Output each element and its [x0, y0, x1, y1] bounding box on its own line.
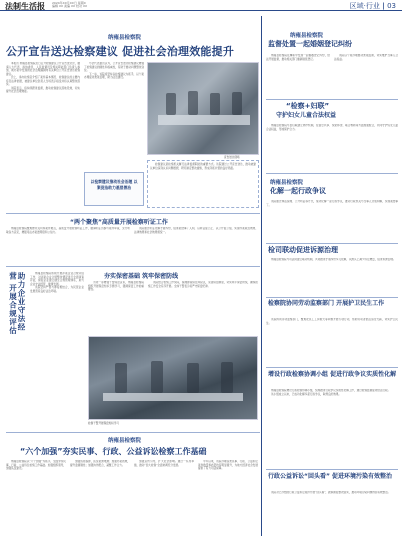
lead-kicker: 纳雍县检察院 — [108, 35, 142, 41]
article-3-body-b: 该院结合检察工作实际，梳理排查保密风险点，完善保密制度，切实筑牢保密防线，确保检察工作安全有序开展。全体干警表示将严守保密纪律。 — [148, 281, 258, 288]
lead-body-col2: 与会代表委员认为，公开宣告送达检察建议增强了检察建议的刚性和权威性，有助于推动问题整改到位。 下一步，该院将坚持以检察建议为抓手，以个案办理促进类案治理，助力法治建设。 — [84, 62, 144, 79]
masthead: 法制生活报 — [5, 2, 45, 11]
header-editors: 编辑 XX 美编 XX 校对 XX — [52, 4, 88, 9]
side-5-title: 检察院协同劳动监察部门 开展护卫民生工作 — [268, 300, 385, 307]
article-3-title: 夯实保密基础 筑牢保密防线 — [104, 273, 179, 280]
bottom-body-col3: 加强宣传引导，扩大社会影响。通过一系列举措，推动“四大检察”全面协调充分发展。 — [134, 460, 194, 467]
pull-quote: 以检察建议推动社会治理 以案促治助力基层善治 — [84, 172, 144, 206]
side-1-title: 监督处置一起婚姻登记纠纷 — [268, 40, 352, 48]
bottom-body-col4: 今年以来，该院办理各类民事、行政、公益诉讼案件数量和质量均有明显提升，为地方经济社会发展提供了有力司法保障。 — [198, 460, 258, 470]
bottom-title: “六个加强”夯实民事、行政、公益诉讼检察工作基础 — [20, 447, 207, 456]
vertical-article-title: 助力企业守法经营 开展合规评估 — [8, 272, 26, 336]
section-name: 区域·行业 — [349, 2, 380, 10]
lead-photo-caption: 宣告送达现场 — [224, 156, 240, 159]
side-6-title: 增设行政检察协调小组 促进行政争议实质性化解 — [268, 371, 397, 378]
bottom-kicker: 纳雍县检察院 — [108, 438, 142, 444]
lead-body-col1: 本报讯 纳雍县检察院近日召开检察建议公开宣告送达会，邀请人大代表、政协委员、人民监督员及相关职能部门负责人参加，就办案中发现的社会治理漏洞向有关单位公开宣告送达检察建议。 会上，承办检察官介绍了案件基本情况、检察建议的主要内容及法律依据，被建议单位负责人当场表示接受并将认真整改落实。 该院表示，将持续跟进监督，推动检察建议落地见效，切实提升社会治理效能。 — [6, 62, 80, 93]
section-label: 区域·行业 | 03 — [349, 2, 396, 10]
article-3-body-a: 为进一步增强干警保密意识，纳雍县检察院组织开展保密知识专题学习，强调保密工作的重要性。 — [88, 281, 144, 291]
vertical-article-body: 纳雍县检察院积极开展涉案企业合规评估工作，对涉案企业合规整改情况进行全面审查评估，督促企业建立健全合规管理体系，助力企业守法经营、健康发展。 该院坚持严管与厚爱相结合，为民营企业发展营造良好法治环境。 — [30, 272, 84, 293]
divider-3 — [6, 432, 260, 433]
side-3-kicker: 纳雍县检察院 — [270, 180, 304, 186]
lead-title: 公开宣告送达检察建议 促进社会治理效能提升 — [6, 45, 235, 58]
article-2-body-left: 纳雍县检察院聚焦群众关切和案件难点，高质量开展检察听证工作，邀请听证员参与案件审查，充分听取各方意见，增强司法办案透明度和公信力。 — [6, 227, 130, 234]
article-3-photo — [88, 336, 258, 420]
side-1-kicker: 纳雍县检察院 — [290, 33, 324, 39]
lead-body-col3: 检察建议是检察机关履行法律监督职能的重要方式。该院通过公开宣告送达，推动被建议单位深刻认识问题根源，研究制定整改措施，形成齐抓共管的良好局面。 — [147, 160, 259, 208]
page-number: 03 — [387, 2, 396, 10]
side-1-body-b: 该院以个案办理推动类案监督，切实维护当事人合法权益。 — [334, 54, 398, 61]
article-2-title: “两个聚焦”高质量开展检察听证工作 — [70, 219, 168, 226]
side-4-body: 纳雍县检察院与司法局建立联动机制，共同推进矛盾纠纷多元化解，从源头上减少诉讼增量，促进诉源治理。 — [271, 258, 396, 261]
side-3-body: 该院通过释法说理、公开听证等方式，成功化解一起行政争议，推动行政机关与当事人达成和解，实现案结事了。 — [266, 200, 398, 207]
side-divider-1 — [266, 99, 398, 100]
side-divider-6 — [266, 469, 398, 470]
side-2-subtitle: 守护妇女儿童合法权益 — [276, 112, 337, 119]
side-5-body: 该院协同劳动监察部门，聚焦农民工工资拖欠等问题开展专项行动，帮助劳动者依法追讨欠薪，切实护卫民生。 — [266, 318, 398, 325]
column-divider — [261, 16, 262, 536]
side-1-body-a: 纳雍县检察院在履职中发现一起婚姻登记纠纷，依法开展监督，推动相关部门撤销错误登记。 — [266, 54, 330, 61]
side-3-title: 化解一起行政争议 — [270, 187, 326, 195]
article-2-body-right: 该院通过听证化解矛盾纠纷，促进案结事了人和，以听证促公正、以公开促公信，实现办案政治效果、法律效果和社会效果相统一。 — [134, 227, 258, 234]
header-meta — [52, 2, 87, 9]
lead-photo — [147, 62, 259, 155]
side-6-body: 纳雍县检察院增设行政检察协调小组，统筹推进行政争议实质性化解工作，通过检察监督促进依法行政。 该小组成立以来，已成功化解多起行政争议，取得良好效果。 — [271, 389, 391, 396]
bottom-body-col1: 纳雍县检察院以“六个加强”为抓手，全面夯实民事、行政、公益诉讼检察工作基础。加强组织领导，加强队伍建设。 — [6, 460, 66, 470]
header-date: 2024年XX月XX日 星期X — [52, 1, 86, 5]
divider-1 — [6, 213, 260, 214]
side-divider-4 — [266, 297, 398, 298]
article-3-photo-caption: 检察干警开展保密知识学习 — [88, 422, 120, 425]
side-7-title: 行政公益诉讼“回头看” 促进环境污染有效整治 — [268, 473, 392, 480]
side-divider-5 — [266, 367, 398, 368]
side-4-title: 检司联动促进诉源治理 — [268, 246, 338, 254]
side-divider-3 — [266, 243, 398, 244]
side-2-title: “检察+妇联” — [286, 102, 330, 110]
divider-2 — [6, 266, 260, 267]
side-7-body: 该院对已办结的行政公益诉讼案件开展“回头看”，跟踪督促整改落实，推动环境污染问题得到有效整治。 — [271, 491, 391, 494]
bottom-body-col2: 加强线索摸排，拓宽案源渠道；加强办案质效，提升监督刚性；加强协作配合，凝聚工作合力。 — [70, 460, 130, 467]
side-divider-2 — [266, 173, 398, 174]
side-2-body: 纳雍县检察院与县妇联建立协作机制，在信息共享、线索移送、联合救助等方面加强配合，共同守护妇女儿童合法权益，形成保护合力。 — [266, 124, 398, 131]
